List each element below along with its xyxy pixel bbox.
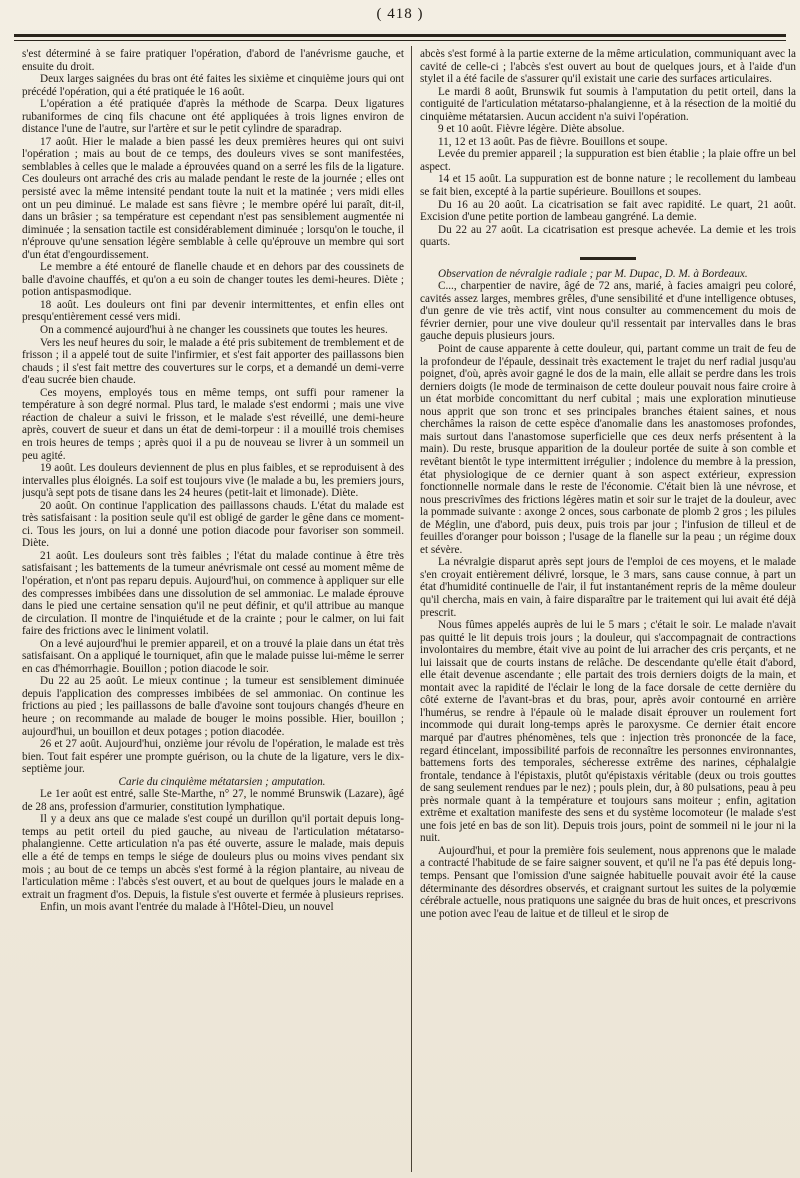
paragraph: Deux larges saignées du bras ont été faites les sixième et cinquième jours qui ont précédé l'opération, qui a été pratiquée le 16 août.: [22, 73, 404, 98]
right-column: [420, 48, 796, 1174]
paragraph: 19 août. Les douleurs deviennent de plus en plus faibles, et se reproduisent à des intervalles plus éloignés. La soif est toujours vive (le malade a bu, les premiers jours, jusqu'à sept pots de tisane dans les 24 heures (petit-lait et limonade). Diète.: [22, 462, 404, 500]
section-title: Carie du cinquième métatarsien ; amputation.: [118, 775, 326, 788]
paragraph: s'est déterminé à se faire pratiquer l'opération, d'abord de l'anévrisme gauche, et ensuite du droit.: [22, 48, 404, 73]
paragraph: Du 22 au 25 août. Le mieux continue ; la tumeur est sensiblement diminuée depuis l'application des compresses imbibées de sel ammoniac. On continue les frictions au pied ; les paillassons de balle d'avoine sont toujours changés d'heure en heure ; on recommande au malade de bouger le moins possible. Hier, bouillon ; aujourd'hui, un bouillon et deux potages ; potion diacodée.: [22, 675, 404, 738]
paragraph: Ces moyens, employés tous en même temps, ont suffi pour ramener la température à son degré normal. Plus tard, le malade s'est endormi ; mais une vive réaction de chaleur a suivi le frisson, et le malade s'est réveillé, une demi-heure après, couvert de sueur et dans un état de demi-torpeur : il a mouillé trois chemises en trois heures de temps ; après quoi il a pu de nouveau se livrer à un sommeil un peu agité.: [22, 386, 404, 462]
header-rule-thin: [14, 40, 786, 41]
paragraph: Le membre a été entouré de flanelle chaude et en dehors par des coussinets de balle d'avoine chauffés, et qu'on a eu soin de changer toutes les demi-heures. Diète ; potion antispasmodique.: [22, 261, 404, 299]
section-separator: [580, 257, 636, 260]
paragraph: Vers les neuf heures du soir, le malade a été pris subitement de tremblement et de frisson ; il a appelé tout de suite l'infirmier, et s'est fait apporter des paillassons bien chauds ; il s'est fait mettre des couvertures sur le corps, et a demandé un demi-verre d'eau sucrée bien chaude.: [22, 336, 404, 387]
paragraph: On a commencé aujourd'hui à ne changer les coussinets que toutes les heures.: [40, 324, 388, 337]
paragraph: Du 22 au 27 août. La cicatrisation est presque achevée. La demie et les trois quarts.: [420, 223, 796, 249]
paragraph: On a levé aujourd'hui le premier appareil, et on a trouvé la plaie dans un état très satisfaisant. On a appliqué le tourniquet, afin que le malade puisse lui-même le serrer en cas d'hémorrhagie. Bouillon ; potion diacode le soir.: [22, 637, 404, 675]
column-divider: [411, 46, 412, 1172]
paragraph: 20 août. On continue l'application des paillassons chauds. L'état du malade est très satisfaisant : la position seule qu'il est obligé de garder le gêne dans ce moment-ci. Tous les jours, on lui a donné une potion diacode pour favoriser son sommeil. Diète.: [22, 499, 404, 550]
paragraph: Point de cause apparente à cette douleur, qui, partant comme un trait de feu de la profondeur de l'épaule, dessinait très exactement le trajet du nerf radial jusqu'au poignet, d'où, après avoir gagné le dos de la main, elle allait se perdre dans les trois derniers doigts (le mode de terminaison de cette douleur pouvait nous faire croire à un état morbide concomittant du nerf cubital ; mais une exploration minutieuse nous apprit que son tronc et ses principales branches étaient saines, et nous cherchâmes la raison de cette espèce d'anomalie dans les anastomoses profondes, mais surtout dans l'anastomose superficielle que ces deux nerfs présentent à la main). Du reste, brusque apparition de la douleur portée de suite à son comble et revêtant bientôt le type intermittent irrégulier ; indolence du membre à la pression, état physiologique de ce dernier quant à son aspect extérieur, expression fonctionnelle normale dans le reste de l'économie. C'était bien là une névrose, et nous prescrivîmes des frictions légères matin et soir sur le trajet de la douleur, avec la pommade suivante : axonge 2 onces, sous carbonate de plomb 2 gros ; les pilules de Méglin, une d'abord, puis deux, puis trois par jour ; l'infusion de tilleul et de feuilles d'oranger pour boisson ; l'usage de la flanelle sur la peau ; un régime doux et sévère.: [420, 343, 796, 556]
left-column: [22, 48, 404, 1174]
paragraph: abcès s'est formé à la partie externe de la même articulation, communiquant avec la cavité de celle-ci ; l'abcès s'est ouvert au bout de quelques jours, et à l'aide d'un stylet il a été facile de s'assurer qu'il existait une carie des surfaces articulaires.: [420, 48, 796, 86]
paragraph: 18 août. Les douleurs ont fini par devenir intermittentes, et enfin elles ont presqu'entièrement cessé vers midi.: [22, 298, 404, 324]
paragraph: 26 et 27 août. Aujourd'hui, onzième jour révolu de l'opération, le malade est très bien. Tout fait espérer une prompte guérison, ou la chute de la ligature, vers le dix-septième jour.: [22, 738, 404, 776]
header-rule-thick: [14, 34, 786, 37]
paragraph: Du 16 au 20 août. La cicatrisation se fait avec rapidité. Le quart, 21 août. Excision d'une petite portion de lambeau gangréné. La demie.: [420, 198, 796, 224]
paragraph: 9 et 10 août. Fièvre légère. Diète absolue.: [438, 123, 625, 136]
paragraph: Le mardi 8 août, Brunswik fut soumis à l'amputation du petit orteil, dans la contiguité de l'articulation métatarso-phalangienne, et à la résection de la moitié du cinquième métatarsien. Aucun accident n'a suivi l'opération.: [420, 85, 796, 123]
paragraph: Levée du premier appareil ; la suppuration est bien établie ; la plaie offre un bel aspect.: [420, 148, 796, 173]
paragraph: Nous fûmes appelés auprès de lui le 5 mars ; c'était le soir. Le malade n'avait pas quitté le lit depuis trois jours ; la douleur, qui s'accompagnait de contractions involontaires du membre, était vive au point de lui arracher des cris perçants, et ne lui laissait que de courts instans de relâche. De descendante qu'elle était d'abord, elle était devenue ascendante ; elle partait des trois derniers doigts de la main, et montait avec la rapidité de l'éclair le long de la face dorsale de cette dernière du côté externe de l'avant-bras et du bras, pour, après avoir contourné en arrière l'humérus, se rendre à l'épaule où le malade disait éprouver un roulement fort incommode qui durait long-temps après le paroxysme. Ce dernier était encore marqué par d'autres phénomènes, tels que : injection très prononcée de la face, regard étincelant, impossibilité parfois de reconnaître les personnes environnantes, battemens forts des temporales, sécheresse extrême des narines, céphalalgie frontale, tendance à l'épistaxis, plutôt qu'épistaxis véritable (deux ou trois gouttes de sang seulement rendues par le nez) ; pouls plein, dur, à 80 pulsations, peau à peu près normale quant à la température et toujours sans moiteur ; enfin, agitation extrême et exaltation manifeste des sens et du système locomoteur (le malade s'est une fois jeté en bas de son lit). Depuis trois jours, point de sommeil ni le jour ni la nuit.: [420, 619, 796, 845]
paragraph: C..., charpentier de navire, âgé de 72 ans, marié, à facies amaigri peu coloré, cavités assez larges, membres grêles, d'une sensibilité et d'une intelligence obtuses, d'un genre de vie très actif, vint nous consulter au commencement du mois de février dernier, pour une vive douleur qu'il ressentait par intervalles dans le bras gauche depuis plusieurs jours.: [420, 280, 796, 343]
paragraph: 14 et 15 août. La suppuration est de bonne nature ; le recollement du lambeau se fait bien, excepté à la partie supérieure. Bouillons et soupes.: [420, 173, 796, 199]
paragraph: Aujourd'hui, et pour la première fois seulement, nous apprenons que le malade a contracté l'habitude de se faire saigner souvent, et qu'il ne l'a pas été depuis long-temps. Pensant que l'omission d'une saignée habituelle pouvait avoir été la cause déterminante des désordres observés, et craignant surtout les suites de la polyœmie cérébrale actuelle, nous pratiquons une saignée du bras de huit onces, et prescrivons une potion avec l'eau de laitue et de tilleul et le sirop de: [420, 844, 796, 920]
page-number: ( 418 ): [376, 6, 424, 22]
observation-title: Observation de névralgie radiale ; par M. Dupac, D. M. à Bordeaux.: [438, 267, 748, 280]
paragraph: La névralgie disparut après sept jours de l'emploi de ces moyens, et le malade s'en croyait entièrement délivré, lorsque, le 3 mars, sans cause connue, à part un état d'humidité continuelle de l'air, il fut instantanément repris de la même douleur qu'il chercha, mais en vain, à faire disparaître par le traitement qui lui avait été déjà prescrit.: [420, 556, 796, 619]
paragraph: Le 1er août est entré, salle Ste-Marthe, n° 27, le nommé Brunswik (Lazare), âgé de 28 ans, profession d'armurier, constitution lymphatique.: [22, 788, 404, 813]
paragraph: Enfin, un mois avant l'entrée du malade à l'Hôtel-Dieu, un nouvel: [40, 901, 334, 914]
paragraph: 21 août. Les douleurs sont très faibles ; l'état du malade continue à être très satisfaisant ; les battements de la tumeur anévrismale ont cessé au moment même de l'opération, et n'ont pas reparu depuis. Aujourd'hui, on commence à appliquer sur elle des compresses imbibées dans une dissolution de sel ammoniac. Le malade éprouve dans le pied une certaine sensation qu'il ne peut définir, et qu'il attribue au manque de circulation. Il montre de l'inquiétude et de la crainte ; pour le calmer, on lui fait faire des frictions avec le liniment volatil.: [22, 549, 404, 638]
paragraph: 11, 12 et 13 août. Pas de fièvre. Bouillons et soupe.: [438, 135, 668, 148]
paragraph: Il y a deux ans que ce malade s'est coupé un durillon qu'il portait depuis long-temps au petit orteil du pied gauche, au niveau de l'articulation métatarso-phalangienne. Cette articulation n'a pas été ouverte, assure le malade, mais depuis elle a été de temps en temps le siége de douleurs plus ou moins vives pendant six mois ; au bout de ce temps un abcès s'est formé à la région plantaire, au niveau de l'articulation même : l'abcès s'est ouvert, et au bout de quelques jours le malade en a extrait un fragment d'os. Depuis, la fistule s'est ouverte et fermée à plusieurs reprises.: [22, 813, 404, 901]
paragraph: 17 août. Hier le malade a bien passé les deux premières heures qui ont suivi l'opération ; mais au bout de ce temps, des douleurs vives se sont manifestées, semblables à celles que le malade a éprouvées quand on a serré les fils de la ligature. Ces douleurs ont arraché des cris au malade pendant le reste de la journée ; elles ont persisté avec la même intensité pendant toute la nuit et la matinée ; vers midi elles ont un peu diminué. Le malade est sans fièvre ; le membre opéré lui paraît, dit-il, dans un brâsier ; sa température est cependant n'est pas sensiblement augmentée ni diminuée ; la sensation tactile est considérablement diminuée ; lorsqu'on le touche, il n'éprouve qu'une sensation légère semblable à celle qu'éprouve un membre qui sort d'un état d'engourdissement.: [22, 135, 404, 261]
paragraph: L'opération a été pratiquée d'après la méthode de Scarpa. Deux ligatures rubaniformes de cinq fils chacune ont été appliquées à trois lignes environ de distance l'une de l'autre, sur l'artère et sur le petit cylindre de sparadrap.: [22, 98, 404, 136]
